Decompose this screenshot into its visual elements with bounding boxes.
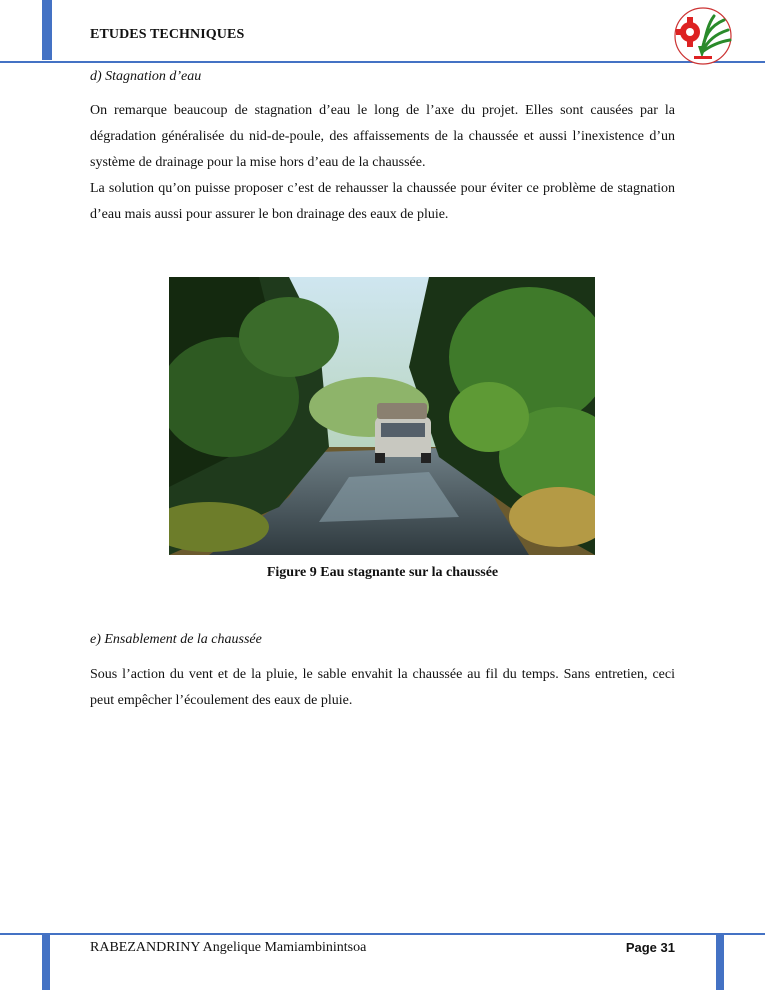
footer-right-bar: [716, 934, 724, 990]
footer-left-bar: [42, 934, 50, 990]
institution-logo: [668, 6, 738, 66]
header-left-bar: [42, 0, 52, 60]
header-rule: [0, 61, 765, 63]
footer-rule: [0, 933, 765, 935]
page-number: Page 31: [625, 940, 675, 955]
figure-caption: Figure 9 Eau stagnante sur la chaussée: [266, 565, 499, 580]
section-e-heading: e) Ensablement de la chaussée: [90, 632, 262, 647]
section-d-paragraph-1: On remarque beaucoup de stagnation d’eau le long de l’axe du projet. Elles sont causées par la dégradation généralisée du nid-de-poule, des affaissements de la chaussée et aussi l’inexistence d’un système de drainage pour la mise hors d’eau de la chaussée.: [90, 103, 675, 170]
road-water-photo: [169, 277, 595, 555]
page-header-title: ETUDES TECHNIQUES: [90, 27, 245, 42]
footer-author: RABEZANDRINY Angelique Mamiambinintsoa: [90, 940, 367, 955]
section-d-paragraph-2: La solution qu’on puisse proposer c’est de rehausser la chaussée pour éviter ce problème de stagnation d’eau mais aussi pour assurer le bon drainage des eaux de pluie.: [90, 181, 675, 222]
section-d-heading: d) Stagnation d’eau: [90, 69, 202, 84]
section-e-paragraph: Sous l’action du vent et de la pluie, le sable envahit la chaussée au fil du temps. Sans entretien, ceci peut empêcher l’écoulement des eaux de pluie.: [90, 667, 675, 708]
